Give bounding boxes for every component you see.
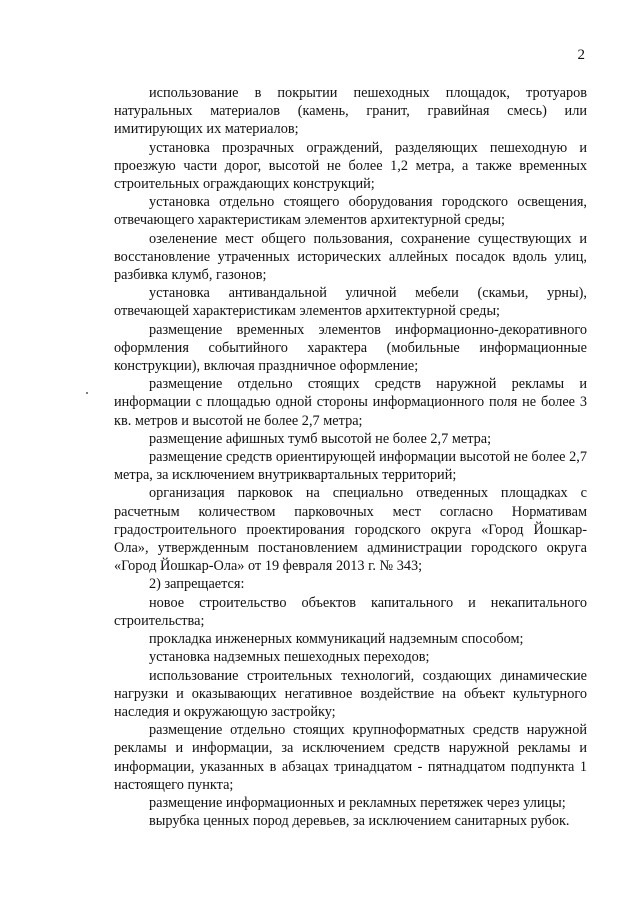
paragraph: установка отдельно стоящего оборудования городского освещения, отвечающего характеристикам элементов архитектурной среды; <box>114 194 587 229</box>
paragraph: новое строительство объектов капитального и некапитального строительства; <box>114 594 587 629</box>
subsection-heading: 2) запрещается: <box>149 576 245 593</box>
paragraph: использование в покрытии пешеходных площадок, тротуаров натуральных материалов (камень, гранит, гравийная смесь) или имитирующих их материалов; <box>114 85 587 138</box>
paragraph: размещение отдельно стоящих средств наружной рекламы и информации с площадью одной стороны информационного поля не более 3 кв. метров и высотой не более 2,7 метра; <box>114 376 587 429</box>
paragraph: размещение афишных тумб высотой не более 2,7 метра; <box>149 430 492 447</box>
paragraph: вырубка ценных пород деревьев, за исключением санитарных рубок. <box>149 813 570 830</box>
paragraph: размещение отдельно стоящих крупноформатных средств наружной рекламы и информации, за исключением средств наружной рекламы и информации, указанных в абзацах тринадцатом - пятнадцатом подпункта 1 настоящего пункта; <box>114 722 587 793</box>
paragraph: установка надземных пешеходных переходов; <box>149 649 430 666</box>
scan-speck <box>86 392 88 394</box>
paragraph: размещение временных элементов информационно-декоративного оформления событийного характера (мобильные информационные конструкции), включая праздничное оформление; <box>114 321 587 375</box>
paragraph: установка антивандальной уличной мебели (скамьи, урны), отвечающей характеристикам элементов архитектурной среды; <box>114 285 587 320</box>
paragraph: прокладка инженерных коммуникаций надземным способом; <box>149 631 524 648</box>
paragraph: размещение информационных и рекламных перетяжек через улицы; <box>149 794 566 811</box>
paragraph: организация парковок на специально отведенных площадках с расчетным количеством парковочных мест согласно Нормативам градостроительного проектирования городского округа «Город Йошкар-Ола», утвержденным постановлением администрации городского округа «Город Йошкар-Ола» от 19 февраля 2013 г. № 343; <box>114 485 587 575</box>
paragraph: размещение средств ориентирующей информации высотой не более 2,7 метра, за исключением внутриквартальных территорий; <box>114 449 587 484</box>
document-body <box>114 84 587 830</box>
paragraph: озеленение мест общего пользования, сохранение существующих и восстановление утраченных исторических аллейных посадок вдоль улиц, разбивка клумб, газонов; <box>114 230 587 284</box>
page-number: 2 <box>577 47 585 63</box>
paragraph: установка прозрачных ограждений, разделяющих пешеходную и проезжую части дорог, высотой не более 1,2 метра, а также временных строительных ограждающих конструкций; <box>114 139 587 193</box>
paragraph: использование строительных технологий, создающих динамические нагрузки и оказывающих негативное воздействие на объект культурного наследия и окружающую застройку; <box>114 667 587 720</box>
